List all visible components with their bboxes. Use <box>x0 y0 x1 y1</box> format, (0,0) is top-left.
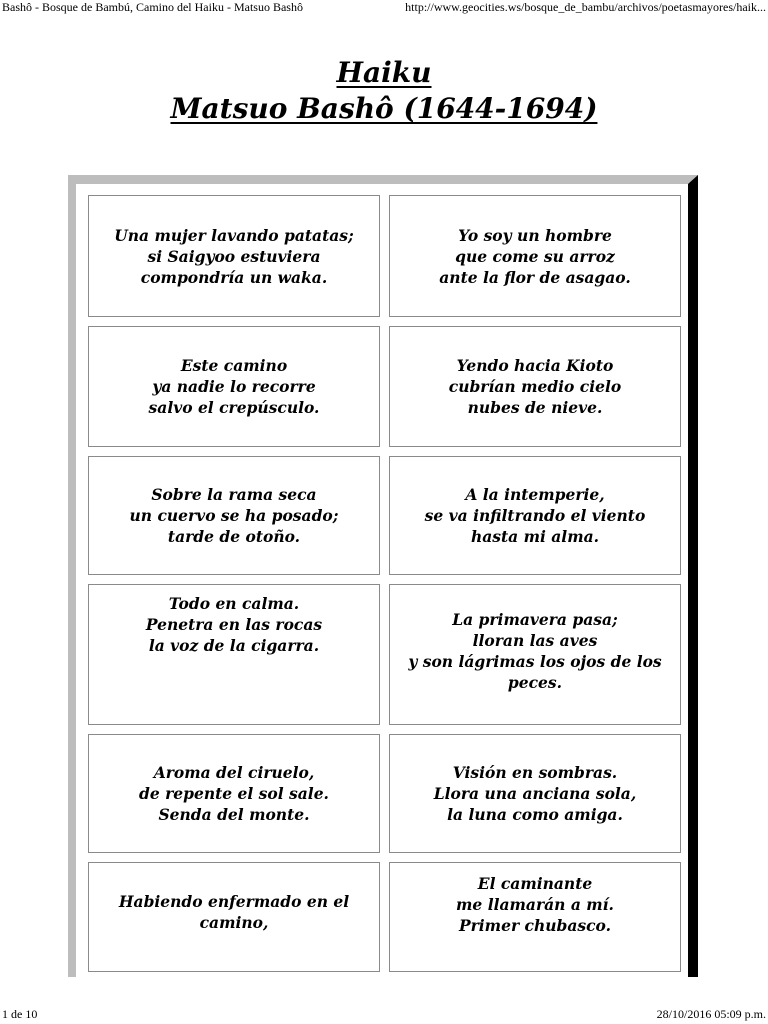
page-title: Haiku <box>336 56 432 89</box>
print-header-url: http://www.geocities.ws/bosque_de_bambu/archivos/poetasmayores/haik... <box>405 0 766 14</box>
haiku-cell: Visión en sombras. Llora una anciana sola, la luna como amiga. <box>389 734 681 853</box>
haiku-cell: Aroma del ciruelo, de repente el sol sale. Senda del monte. <box>88 734 380 853</box>
haiku-cell: Yo soy un hombre que come su arroz ante la flor de asagao. <box>389 195 681 317</box>
haiku-cell: La primavera pasa; lloran las aves y son lágrimas los ojos de los peces. <box>389 584 681 725</box>
haiku-cell: Una mujer lavando patatas; si Saigyoo estuviera compondría un waka. <box>88 195 380 317</box>
haiku-cell: Sobre la rama seca un cuervo se ha posado; tarde de otoño. <box>88 456 380 575</box>
page-subtitle: Matsuo Bashô (1644-1694) <box>170 92 598 125</box>
haiku-cell: Todo en calma. Penetra en las rocas la voz de la cigarra. <box>88 584 380 725</box>
haiku-cell: Habiendo enfermado en el camino, <box>88 862 380 972</box>
haiku-cell: A la intemperie, se va infiltrando el viento hasta mi alma. <box>389 456 681 575</box>
haiku-cell: El caminante me llamarán a mí. Primer chubasco. <box>389 862 681 972</box>
print-footer-datetime: 28/10/2016 05:09 p.m. <box>656 1007 766 1021</box>
haiku-cell: Este camino ya nadie lo recorre salvo el crepúsculo. <box>88 326 380 447</box>
print-footer-page: 1 de 10 <box>2 1007 38 1021</box>
print-header-title: Bashô - Bosque de Bambú, Camino del Haiku - Matsuo Bashô <box>2 0 303 14</box>
haiku-cell: Yendo hacia Kioto cubrían medio cielo nubes de nieve. <box>389 326 681 447</box>
